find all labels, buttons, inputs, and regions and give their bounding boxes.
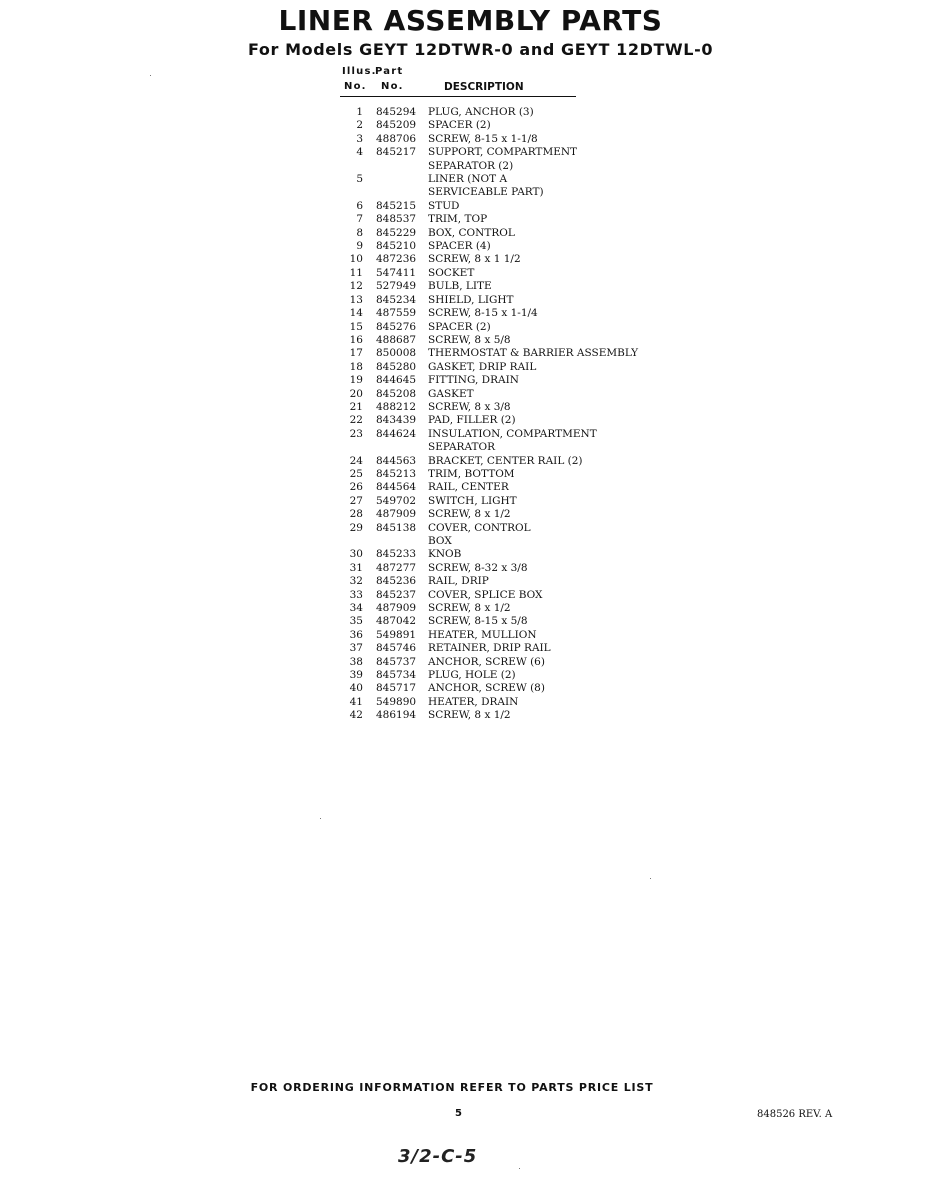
- part-number: 527949: [376, 280, 417, 293]
- parts-row: [330, 334, 660, 347]
- header-part-no: No.: [381, 81, 404, 92]
- illus-number: 6: [356, 199, 363, 212]
- parts-row: [330, 696, 660, 709]
- illus-number: 22: [349, 414, 363, 427]
- description-line: SOCKET: [428, 266, 475, 279]
- part-description: [424, 294, 514, 307]
- illus-number: 38: [349, 655, 363, 668]
- illus-number: 25: [349, 467, 363, 480]
- illus-number: 1: [356, 106, 363, 118]
- part-number: 845276: [376, 320, 417, 333]
- description-line: SCREW, 8 x 3/8: [428, 400, 511, 413]
- description-line: HEATER, DRAIN: [428, 695, 519, 708]
- description-line: COVER, SPLICE BOX: [428, 588, 543, 601]
- part-description: [424, 589, 543, 602]
- part-number: 845734: [376, 669, 417, 682]
- part-description: [424, 615, 528, 628]
- description-line: SEPARATOR: [428, 441, 495, 454]
- illus-number: 37: [349, 642, 363, 655]
- illus-number: 30: [349, 548, 363, 561]
- illus-number: 29: [349, 521, 363, 534]
- illus-number: 8: [356, 226, 363, 239]
- part-description: [424, 280, 492, 293]
- description-line: FITTING, DRAIN: [428, 374, 519, 387]
- illus-number: 20: [349, 387, 363, 400]
- parts-row: [330, 615, 660, 628]
- header-description: DESCRIPTION: [444, 81, 524, 93]
- header-part: Part: [375, 66, 404, 77]
- part-number: [363, 173, 424, 200]
- illus-number: 3: [356, 132, 363, 145]
- description-line: KNOB: [428, 548, 462, 561]
- handwritten-annotation: 3/2-C-5: [398, 1146, 478, 1167]
- part-number: 845236: [376, 575, 417, 588]
- part-description: [424, 173, 544, 200]
- description-line: PLUG, HOLE (2): [428, 669, 516, 682]
- description-line: HEATER, MULLION: [428, 628, 537, 641]
- parts-row: [330, 602, 660, 615]
- part-number: 549890: [376, 695, 417, 708]
- header-illus-no: No.: [344, 81, 367, 92]
- description-line: GASKET, DRIP RAIL: [428, 360, 537, 373]
- part-number: 845229: [376, 226, 417, 239]
- part-description: [424, 495, 517, 508]
- document-code: 848526 REV. A: [757, 1109, 833, 1120]
- illus-number: 34: [349, 602, 363, 615]
- part-number: 845294: [376, 106, 417, 118]
- parts-row: [330, 374, 660, 387]
- page-subtitle: For Models GEYT 12DTWR-0 and GEYT 12DTWL-0: [248, 40, 714, 59]
- description-line: BULB, LITE: [428, 280, 492, 293]
- description-line: COVER, CONTROL: [428, 521, 531, 534]
- part-number: 488212: [376, 400, 417, 413]
- parts-row: [330, 682, 660, 695]
- part-description: [424, 508, 511, 521]
- parts-row: [330, 280, 660, 293]
- parts-row: [330, 709, 660, 722]
- illus-number: 33: [349, 588, 363, 601]
- part-number: 850008: [376, 347, 417, 360]
- description-line: SPACER (2): [428, 320, 491, 333]
- illus-number: 9: [356, 240, 363, 253]
- illus-number: 12: [349, 280, 363, 293]
- part-number: 488687: [376, 333, 417, 346]
- description-line: SCREW, 8 x 1/2: [428, 709, 511, 722]
- part-description: [424, 374, 519, 387]
- parts-row: [330, 414, 660, 427]
- parts-row: [330, 468, 660, 481]
- parts-row: [330, 227, 660, 240]
- parts-row: [330, 200, 660, 213]
- part-description: [424, 253, 521, 266]
- description-line: SCREW, 8-32 x 3/8: [428, 561, 528, 574]
- description-line: PLUG, ANCHOR (3): [428, 106, 534, 118]
- parts-row: [330, 307, 660, 320]
- part-description: [424, 200, 459, 213]
- parts-row: [330, 575, 660, 588]
- part-number: 845208: [376, 387, 417, 400]
- part-description: [424, 522, 531, 549]
- part-number: 487042: [376, 615, 417, 628]
- part-description: [424, 548, 461, 561]
- description-line: BRACKET, CENTER RAIL (2): [428, 454, 583, 467]
- illus-number: 18: [349, 360, 363, 373]
- description-line: SCREW, 8 x 1/2: [428, 602, 511, 615]
- parts-row: [330, 428, 660, 455]
- illus-number: 40: [349, 682, 363, 695]
- part-number: 845138: [376, 521, 417, 534]
- illus-number: 35: [349, 615, 363, 628]
- part-description: [424, 133, 538, 146]
- description-line: TRIM, TOP: [428, 213, 488, 226]
- scan-speck: [320, 818, 321, 819]
- part-number: 848537: [376, 213, 417, 226]
- part-description: [424, 669, 516, 682]
- description-line: RAIL, CENTER: [428, 481, 509, 494]
- parts-row: [330, 321, 660, 334]
- parts-row: [330, 481, 660, 494]
- description-line: SCREW, 8-15 x 1-1/8: [428, 132, 538, 145]
- illus-number: 21: [349, 400, 363, 413]
- part-description: [424, 213, 487, 226]
- parts-row: [330, 388, 660, 401]
- part-description: [424, 656, 545, 669]
- description-line: GASKET: [428, 387, 474, 400]
- part-number: 547411: [376, 266, 417, 279]
- scan-speck: [650, 878, 651, 879]
- part-description: [424, 682, 545, 695]
- part-description: [424, 227, 515, 240]
- parts-row: [330, 240, 660, 253]
- illus-number: 27: [349, 494, 363, 507]
- part-number: 549702: [376, 494, 417, 507]
- parts-row: [330, 562, 660, 575]
- description-line: SPACER (2): [428, 119, 491, 132]
- illus-number: 42: [349, 709, 363, 722]
- part-description: [424, 562, 528, 575]
- part-number: 844624: [376, 427, 417, 440]
- illus-number: 19: [349, 374, 363, 387]
- part-description: [424, 361, 536, 374]
- part-number: 844563: [376, 454, 417, 467]
- illus-number: 17: [349, 347, 363, 360]
- parts-row: [330, 267, 660, 280]
- description-line: RETAINER, DRIP RAIL: [428, 642, 551, 655]
- parts-row: [330, 508, 660, 521]
- part-description: [424, 468, 515, 481]
- description-line: SCREW, 8-15 x 1-1/4: [428, 307, 538, 320]
- parts-list: [330, 106, 660, 723]
- description-line: SWITCH, LIGHT: [428, 494, 517, 507]
- part-description: [424, 642, 551, 655]
- parts-row: [330, 455, 660, 468]
- illus-number: 31: [349, 561, 363, 574]
- part-number: 845213: [376, 467, 417, 480]
- illus-number: 28: [349, 508, 363, 521]
- parts-row: [330, 294, 660, 307]
- description-line: SEPARATOR (2): [428, 159, 514, 172]
- parts-row: [330, 347, 660, 360]
- part-description: [424, 307, 538, 320]
- description-line: SERVICEABLE PART): [428, 186, 544, 199]
- part-description: [424, 414, 516, 427]
- description-line: SCREW, 8 x 1/2: [428, 508, 511, 521]
- part-description: [424, 709, 511, 722]
- part-description: [424, 347, 638, 360]
- part-description: [424, 106, 534, 119]
- description-line: INSULATION, COMPARTMENT: [428, 427, 597, 440]
- illus-number: 32: [349, 575, 363, 588]
- header-illus: Illus.: [342, 66, 377, 77]
- description-line: SCREW, 8 x 5/8: [428, 333, 511, 346]
- part-number: 487277: [376, 561, 417, 574]
- part-description: [424, 696, 518, 709]
- description-line: THERMOSTAT & BARRIER ASSEMBLY: [428, 347, 639, 360]
- part-description: [424, 455, 583, 468]
- part-description: [424, 267, 474, 280]
- part-number: 844645: [376, 374, 417, 387]
- page-number: 5: [455, 1108, 462, 1119]
- page-title: LINER ASSEMBLY PARTS: [278, 4, 663, 37]
- part-description: [424, 428, 597, 455]
- part-number: 845746: [376, 642, 417, 655]
- illus-number: 15: [349, 320, 363, 333]
- part-description: [424, 388, 474, 401]
- illus-number: 14: [349, 307, 363, 320]
- description-line: ANCHOR, SCREW (6): [428, 655, 545, 668]
- part-number: 843439: [376, 414, 417, 427]
- description-line: BOX: [428, 535, 452, 547]
- parts-row: [330, 253, 660, 266]
- part-number: 487909: [376, 602, 417, 615]
- part-number: 845737: [376, 655, 417, 668]
- part-description: [424, 575, 489, 588]
- illus-number: 24: [349, 454, 363, 467]
- part-number: 845717: [376, 682, 417, 695]
- parts-row: [330, 133, 660, 146]
- parts-row: [330, 173, 660, 200]
- scan-speck: [150, 75, 151, 76]
- parts-row: [330, 361, 660, 374]
- part-number: 488706: [376, 132, 417, 145]
- parts-row: [330, 656, 660, 669]
- part-description: [424, 481, 509, 494]
- part-number: 487236: [376, 253, 417, 266]
- part-number: 486194: [376, 709, 417, 722]
- parts-row: [330, 629, 660, 642]
- part-number: 845217: [376, 146, 417, 159]
- part-number: 487559: [376, 307, 417, 320]
- part-number: 845233: [376, 548, 417, 561]
- part-description: [424, 401, 511, 414]
- description-line: STUD: [428, 199, 460, 212]
- part-description: [424, 629, 537, 642]
- part-number: 845215: [376, 199, 417, 212]
- part-number: 845209: [376, 119, 417, 132]
- part-description: [424, 602, 511, 615]
- illus-number: 7: [356, 213, 363, 226]
- description-line: SHIELD, LIGHT: [428, 293, 514, 306]
- part-description: [424, 321, 491, 334]
- description-line: SUPPORT, COMPARTMENT: [428, 146, 578, 159]
- part-number: 845237: [376, 588, 417, 601]
- illus-number: 26: [349, 481, 363, 494]
- illus-number: 41: [349, 695, 363, 708]
- description-line: BOX, CONTROL: [428, 226, 515, 239]
- description-line: SPACER (4): [428, 240, 491, 253]
- illus-number: 5: [356, 173, 363, 186]
- part-number: 549891: [376, 628, 417, 641]
- parts-row: [330, 106, 660, 119]
- ordering-note: FOR ORDERING INFORMATION REFER TO PARTS PRICE LIST: [250, 1081, 654, 1094]
- header-divider: [340, 96, 576, 97]
- parts-row: [330, 669, 660, 682]
- parts-row: [330, 522, 660, 549]
- part-number: 845210: [376, 240, 417, 253]
- illus-number: 11: [349, 266, 363, 279]
- part-number: 845280: [376, 360, 417, 373]
- parts-row: [330, 146, 660, 173]
- part-description: [424, 119, 491, 132]
- illus-number: 39: [349, 669, 363, 682]
- illus-number: 23: [349, 427, 363, 440]
- description-line: SCREW, 8-15 x 5/8: [428, 615, 528, 628]
- parts-row: [330, 401, 660, 414]
- illus-number: 4: [356, 146, 363, 159]
- part-number: 487909: [376, 508, 417, 521]
- description-line: SCREW, 8 x 1 1/2: [428, 253, 521, 266]
- illus-number: 36: [349, 628, 363, 641]
- illus-number: 2: [356, 119, 363, 132]
- part-number: 845234: [376, 293, 417, 306]
- description-line: ANCHOR, SCREW (8): [428, 682, 545, 695]
- part-number: 844564: [376, 481, 417, 494]
- illus-number: 13: [349, 293, 363, 306]
- description-line: TRIM, BOTTOM: [428, 467, 515, 480]
- scan-speck: [519, 1168, 520, 1169]
- parts-row: [330, 495, 660, 508]
- parts-row: [330, 548, 660, 561]
- parts-row: [330, 119, 660, 132]
- parts-row: [330, 213, 660, 226]
- part-description: [424, 334, 511, 347]
- parts-row: [330, 589, 660, 602]
- part-description: [424, 240, 491, 253]
- illus-number: 10: [349, 253, 363, 266]
- parts-row: [330, 642, 660, 655]
- description-line: RAIL, DRIP: [428, 575, 489, 588]
- part-description: [424, 146, 577, 173]
- description-line: PAD, FILLER (2): [428, 414, 516, 427]
- illus-number: 16: [349, 333, 363, 346]
- description-line: LINER (NOT A: [428, 173, 508, 186]
